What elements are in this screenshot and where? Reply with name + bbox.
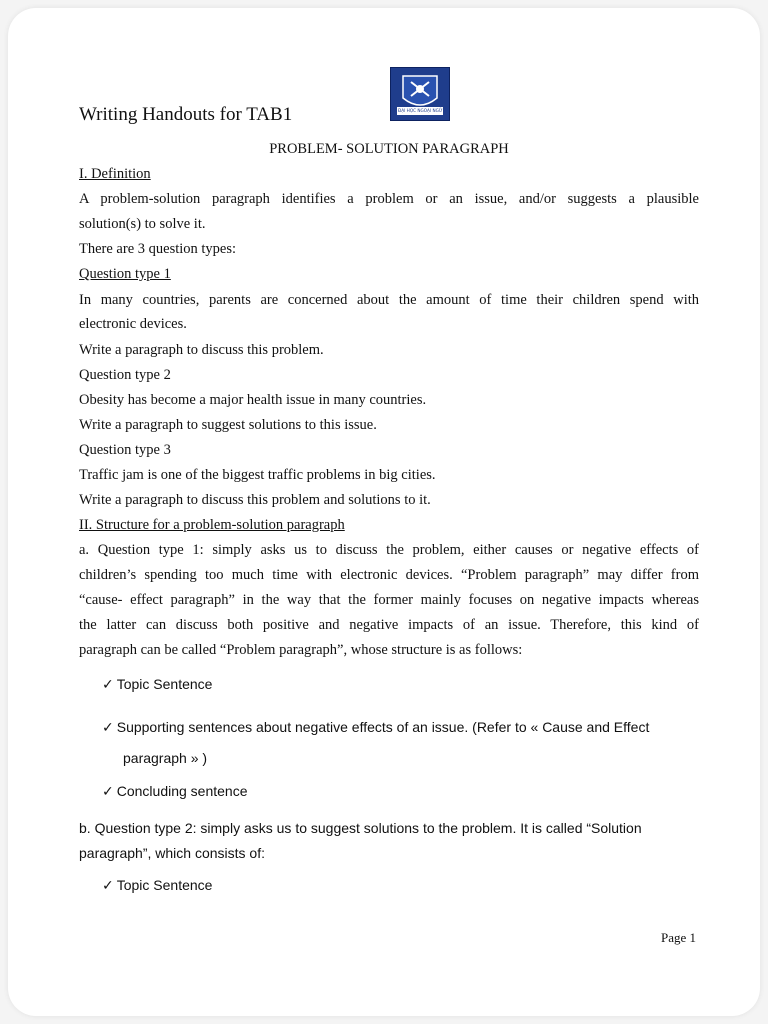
handout-title: Writing Handouts for TAB1 <box>79 104 293 125</box>
question-type-2-label: Question type 2 <box>79 367 171 383</box>
question-types-intro: There are 3 question types: <box>79 241 237 257</box>
question-type-1-line-2: electronic devices. <box>79 316 187 332</box>
definition-line-2: solution(s) to solve it. <box>79 216 206 232</box>
type-a-line-5: paragraph can be called “Problem paragraph”, whose structure is as follows: <box>79 642 523 658</box>
type-a-line-2: children’s spending too much time with electronic devices. “Problem paragraph” may differ from <box>79 567 699 583</box>
type-a-item-1 <box>102 676 212 693</box>
university-logo <box>390 67 450 121</box>
type-a-item-2 <box>102 719 649 736</box>
check-mark-icon: ✓ <box>102 720 114 736</box>
type-a-line-1: a. Question type 1: simply asks us to discuss the problem, either causes or negative effects of <box>79 542 699 558</box>
definition-line-1: A problem-solution paragraph identifies a problem or an issue, and/or suggests a plausible <box>79 191 699 207</box>
question-type-3-task: Write a paragraph to discuss this problem and solutions to it. <box>79 492 431 508</box>
type-b-item-1-text: Topic Sentence <box>116 877 213 893</box>
type-a-item-3-text: Concluding sentence <box>116 783 248 799</box>
section-definition: I. Definition <box>79 166 151 182</box>
page-number: Page 1 <box>661 930 697 945</box>
section-structure: II. Structure for a problem-solution paragraph <box>79 517 345 533</box>
question-type-2-line-1: Obesity has become a major health issue in many countries. <box>79 392 427 408</box>
type-a-line-3: “cause- effect paragraph” in the way that the former mainly focuses on negative impacts whereas <box>79 592 699 608</box>
question-type-1-task: Write a paragraph to discuss this problem. <box>79 342 324 358</box>
document-page <box>8 8 760 1016</box>
type-a-item-2-text: Supporting sentences about negative effects of an issue. (Refer to « Cause and Effect <box>116 719 650 735</box>
type-b-line-1: b. Question type 2: simply asks us to suggest solutions to the problem. It is called “Solution <box>79 820 642 836</box>
type-b-line-2: paragraph”, which consists of: <box>79 845 265 861</box>
check-mark-icon: ✓ <box>102 784 114 800</box>
question-type-3-line-1: Traffic jam is one of the biggest traffic problems in big cities. <box>79 467 436 483</box>
check-mark-icon: ✓ <box>102 878 114 894</box>
type-a-item-1-text: Topic Sentence <box>116 676 213 692</box>
question-type-3-label: Question type 3 <box>79 442 171 458</box>
check-mark-icon: ✓ <box>102 677 114 693</box>
paragraph-heading: PROBLEM- SOLUTION PARAGRAPH <box>269 141 509 157</box>
question-type-2-task: Write a paragraph to suggest solutions to this issue. <box>79 417 377 433</box>
type-a-item-2-continuation: paragraph » ) <box>123 750 208 766</box>
question-type-1-label: Question type 1 <box>79 266 171 282</box>
logo-text: ĐẠI HỌC NGOẠI NGỮ <box>398 108 443 113</box>
type-a-item-3 <box>102 783 248 800</box>
question-type-1-line-1: In many countries, parents are concerned about the amount of time their children spend with <box>79 292 699 308</box>
type-b-item-1 <box>102 877 212 894</box>
type-a-line-4: the latter can discuss both positive and negative impacts of an issue. Therefore, this kind of <box>79 617 699 633</box>
